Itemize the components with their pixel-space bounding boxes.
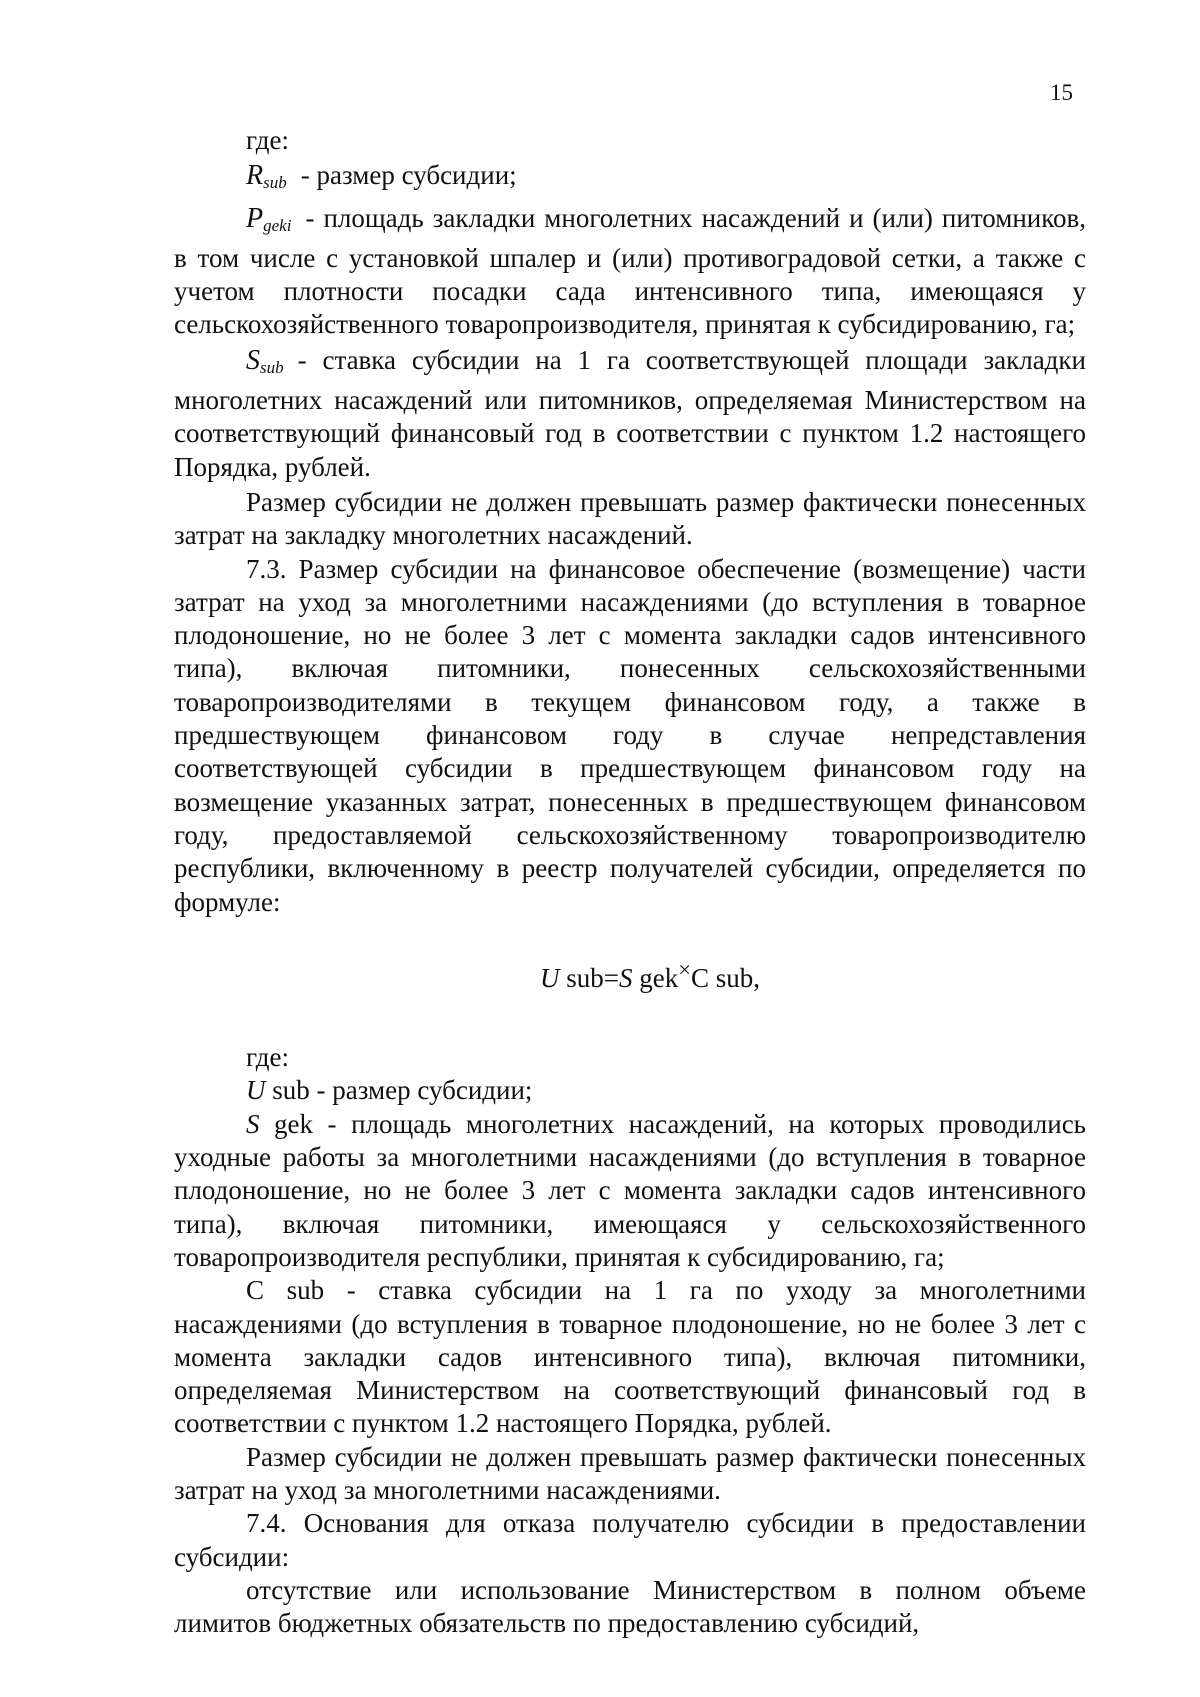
where-label: где: — [246, 125, 289, 155]
limit-paragraph: Размер субсидии не должен превышать размер фактически понесенных затрат на закладку многолетних насаждений. — [174, 486, 1086, 551]
section-7-4-paragraph: 7.4. Основания для отказа получателю субсидии в предоставлении субсидии: — [174, 1508, 1086, 1572]
formula — [174, 953, 1086, 995]
definition-text: - размер субсидии; — [300, 160, 517, 191]
definition-s-gek — [174, 1108, 1086, 1274]
definition-s-sub — [174, 344, 1086, 484]
symbol-r: R — [246, 160, 264, 192]
symbol-u: U — [246, 1075, 266, 1106]
formula-u: U — [540, 962, 560, 993]
subscript-sub: sub — [260, 357, 284, 377]
where-label-2: где: — [246, 1042, 289, 1073]
definition-p-geki — [174, 202, 1086, 342]
page-number: 15 — [1050, 80, 1073, 105]
subscript-sub: sub — [263, 173, 287, 193]
section-7-3-paragraph: 7.3. Размер субсидии на финансовое обеспечение (возмещение) части затрат на уход за многолетними насаждениями (до вступления в товарное плодоношение, но не более 3 лет с момента закладки садов интенсивного типа), включая питомники, понесенных сельскохозяйственными товаропроизводителями в текущем финансовом году, а также в предшествующем финансовом году в случае непредставления соответствующей субсидии в предшествующем финансовом году на возмещение указанных затрат, понесенных в предшествующем финансовом году, предоставляемой сельскохозяйственному товаропроизводителю республики, включенному в реестр получателей субсидии, определяется по формуле: — [174, 553, 1086, 917]
limit-paragraph-2: Размер субсидии не должен превышать размер фактически понесенных затрат на уход за многолетними насаждениями. — [174, 1441, 1086, 1505]
definition-u-sub — [174, 1074, 1086, 1107]
definition-text: - площадь закладки многолетних насаждений и (или) питомников, в том числе с установкой шпалер и (или) противоградовой сетки, а также с учетом плотности посадки сада интенсивного типа, имеющаяся у сельскохозяйственного товаропроизводителя, принятая к субсидированию, га; — [174, 202, 1086, 340]
formula-s: S — [619, 962, 633, 993]
refusal-reason-1: отсутствие или использование Министерством в полном объеме лимитов бюджетных обязательств по предоставлению субсидий, — [174, 1574, 1086, 1639]
definition-text: sub - размер субсидии; — [265, 1075, 533, 1106]
symbol-p: P — [246, 202, 264, 234]
times-sign: × — [678, 956, 691, 982]
definition-r-sub — [174, 159, 1086, 199]
definition-c-sub: С sub - ставка субсидии на 1 га по уходу за многолетними насаждениями (до вступления в товарное плодоношение, но не более 3 лет с момента закладки садов интенсивного типа), включая питомники, определяемая Министерством на соответствующий финансовый год в соответствии с пунктом 1.2 настоящего Порядка, рублей. — [174, 1275, 1086, 1439]
formula-s-rest: gek — [632, 962, 679, 993]
page-content — [174, 124, 1086, 1640]
symbol-s: S — [246, 344, 260, 376]
formula-c-rest: C sub, — [690, 962, 760, 993]
definition-text: - ставка субсидии на 1 га соответствующей площади закладки многолетних насаждений или питомников, определяемая Министерством на соответствующий финансовый год в соответствии с пунктом 1.2 настоящего Порядка, рублей. — [174, 344, 1086, 482]
definition-text: gek - площадь многолетних насаждений, на которых проводились уходные работы за многолетними насаждениями (до вступления в товарное плодоношение, но не более 3 лет с момента закладки садов интенсивного типа), включая питомники, имеющаяся у сельскохозяйственного товаропроизводителя республики, принятая к субсидированию, га; — [174, 1108, 1086, 1272]
formula-u-rest: sub= — [559, 962, 619, 993]
subscript-geki: geki — [263, 215, 292, 235]
symbol-s: S — [246, 1108, 260, 1139]
